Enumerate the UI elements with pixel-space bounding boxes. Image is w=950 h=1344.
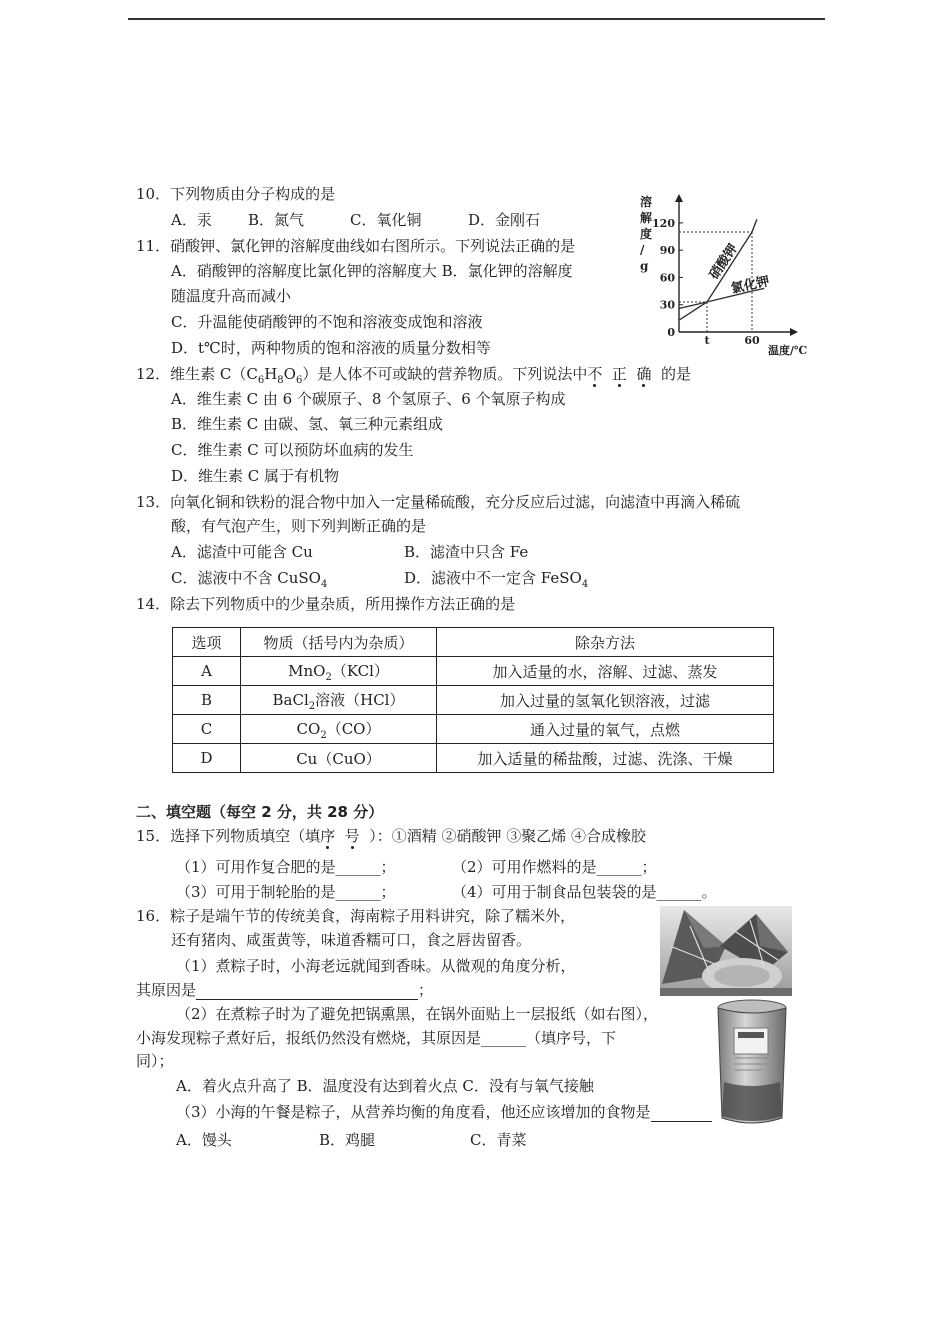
q13-option-a: A．滤渣中可能含 Cu bbox=[171, 543, 313, 561]
x-tick-label: t bbox=[704, 334, 710, 347]
emphasis-char: 序 bbox=[320, 827, 336, 845]
table-cell-option: A bbox=[173, 657, 241, 686]
q13-sub: 4 bbox=[581, 579, 589, 590]
q14-stem: 14．除去下列物质中的少量杂质，所用操作方法正确的是 bbox=[136, 595, 516, 613]
substance-text: MnO bbox=[288, 661, 326, 680]
substance-text: （KCl） bbox=[331, 661, 389, 680]
q12-stem-post: ）是人体不可或缺的营养物质。下列说法中 bbox=[302, 365, 588, 383]
emphasis-char: 确 bbox=[636, 365, 652, 383]
q16-line-1: 16．粽子是端午节的传统美食，海南粽子用料讲究，除了糯米外， bbox=[136, 907, 576, 925]
q10-option-a: A．汞 bbox=[171, 211, 212, 229]
q10-option-d: D．金刚石 bbox=[468, 211, 541, 229]
q11-option-a: A．硝酸钾的溶解度比氯化钾的溶解度大 B．氯化钾的溶解度 bbox=[171, 262, 573, 280]
substance-text: BaCl bbox=[272, 690, 309, 709]
q11-option-c: C．升温能使硝酸钾的不饱和溶液变成饱和溶液 bbox=[171, 313, 483, 331]
table-header: 选项 bbox=[173, 628, 241, 657]
q16-line-9-text: （3）小海的午餐是粽子，从营养均衡的角度看，他还应该增加的食物是 bbox=[176, 1103, 651, 1121]
q15-stem bbox=[136, 826, 646, 846]
table-row bbox=[173, 657, 774, 686]
substance-sub: 2 bbox=[308, 700, 316, 712]
q16-line-3: （1）煮粽子时，小海老远就闻到香味。从微观的角度分析， bbox=[176, 957, 576, 975]
section-heading: 二、填空题（每空 2 分，共 28 分） bbox=[136, 803, 384, 821]
q15-part-2: （2）可用作燃料的是______； bbox=[452, 858, 657, 876]
q12-option-a: A．维生素 C 由 6 个碳原子、8 个氢原子、6 个氧原子构成 bbox=[171, 390, 566, 408]
curve-label-kno3: 硝酸钾 bbox=[706, 241, 742, 283]
q11-stem: 11．硝酸钾、氯化钾的溶解度曲线如右图所示。下列说法正确的是 bbox=[136, 237, 576, 255]
table-cell-substance bbox=[241, 715, 437, 744]
ylabel-char: 解 bbox=[640, 211, 653, 225]
emphasis-char: 不 bbox=[587, 365, 603, 383]
q16-line-4-text: 其原因是 bbox=[136, 981, 197, 999]
emphasis-char: 号 bbox=[344, 827, 360, 845]
q10-option-c: C．氧化铜 bbox=[350, 211, 422, 229]
q16-line-9 bbox=[176, 1102, 742, 1122]
q11-option-b-cont: 随温度升高而减小 bbox=[171, 287, 292, 305]
q15-part-4: （4）可用于制食品包装袋的是______。 bbox=[452, 883, 717, 901]
table-cell-substance bbox=[241, 657, 437, 686]
q12-o: O bbox=[283, 365, 296, 383]
x-axis-arrow bbox=[790, 328, 798, 336]
y-tick-label: 120 bbox=[652, 216, 675, 230]
pot-with-newspaper-photo bbox=[712, 998, 792, 1128]
y-axis-arrow bbox=[675, 194, 683, 202]
table-cell-substance bbox=[241, 744, 437, 773]
q16-option-c: C．青菜 bbox=[470, 1131, 527, 1149]
table-cell-method: 通入过量的氧气，点燃 bbox=[437, 715, 774, 744]
q11-option-d: D．t℃时，两种物质的饱和溶液的质量分数相等 bbox=[171, 339, 491, 357]
q16-line-6: 小海发现粽子煮好后，报纸仍然没有燃烧，其原因是______（填序号，下 bbox=[136, 1029, 617, 1047]
q13-option-c-text: C．滤液中不含 CuSO bbox=[171, 569, 321, 587]
q13-option-c bbox=[171, 568, 327, 595]
table-cell-method: 加入适量的水，溶解、过滤、蒸发 bbox=[437, 657, 774, 686]
q13-stem-1: 13．向氧化铜和铁粉的混合物中加入一定量稀硫酸，充分反应后过滤，向滤渣中再滴入稀硫 bbox=[136, 493, 741, 511]
ylabel-char: g bbox=[640, 259, 649, 273]
q13-sub: 4 bbox=[320, 579, 328, 590]
q16-line-2: 还有猪肉、咸蛋黄等，味道香糯可口，食之唇齿留香。 bbox=[171, 931, 532, 949]
table-cell-method: 加入适量的稀盐酸，过滤、洗涤、干燥 bbox=[437, 744, 774, 773]
table-header: 物质（括号内为杂质） bbox=[241, 628, 437, 657]
q15-stem-post: ）：①酒精 ②硝酸钾 ③聚乙烯 ④合成橡胶 bbox=[369, 827, 647, 845]
y-tick-label: 0 bbox=[667, 326, 675, 339]
q12-stem-pre: 12．维生素 C（C bbox=[136, 365, 258, 383]
table-row bbox=[173, 686, 774, 715]
q16-line-4-end: ； bbox=[418, 981, 434, 999]
table-cell-substance bbox=[241, 686, 437, 715]
q16-option-a: A．馒头 bbox=[176, 1131, 232, 1149]
table-row bbox=[173, 744, 774, 773]
table-cell-method: 加入过量的氢氧化钡溶液，过滤 bbox=[437, 686, 774, 715]
chart-ylabel bbox=[640, 194, 652, 273]
q10-option-b: B．氮气 bbox=[248, 211, 305, 229]
q12-h: H bbox=[264, 365, 278, 383]
q12-option-c: C．维生素 C 可以预防坏血病的发生 bbox=[171, 441, 414, 459]
table-cell-option: C bbox=[173, 715, 241, 744]
q16-line-5: （2）在煮粽子时为了避免把锅熏黑，在锅外面贴上一层报纸（如右图）， bbox=[176, 1005, 659, 1023]
substance-sub: 2 bbox=[320, 729, 327, 741]
q14-table bbox=[172, 627, 774, 773]
curve-label-kcl: 氯化钾 bbox=[729, 274, 771, 297]
q12-sub: 8 bbox=[277, 375, 284, 386]
q12-option-b: B．维生素 C 由碳、氢、氧三种元素组成 bbox=[171, 415, 444, 433]
q16-option-b: B．鸡腿 bbox=[319, 1131, 376, 1149]
chart-xlabel: 温度/℃ bbox=[768, 344, 808, 357]
q15-stem-pre: 15．选择下列物质填空（填 bbox=[136, 827, 321, 845]
q12-stem-end: 的是 bbox=[661, 365, 692, 383]
y-tick-label: 30 bbox=[659, 298, 675, 312]
q15-part-1: （1）可用作复合肥的是______； bbox=[176, 858, 396, 876]
q12-stem bbox=[136, 364, 691, 391]
header-rule bbox=[128, 18, 825, 20]
q12-sub: 6 bbox=[257, 375, 265, 386]
substance-text: 溶液（HCl） bbox=[315, 690, 405, 709]
table-header: 除杂方法 bbox=[437, 628, 774, 657]
x-tick-label: 60 bbox=[744, 334, 760, 347]
zongzi-photo bbox=[660, 906, 792, 996]
ylabel-char: 溶 bbox=[640, 195, 653, 209]
answer-blank[interactable] bbox=[196, 984, 418, 1000]
q13-option-b: B．滤渣中只含 Fe bbox=[404, 543, 529, 561]
substance-text: CO bbox=[296, 719, 321, 738]
q16-line-7: 同）； bbox=[136, 1052, 174, 1070]
q12-option-d: D．维生素 C 属于有机物 bbox=[171, 467, 340, 485]
q16-line-4 bbox=[136, 980, 433, 1000]
q13-stem-2: 酸，有气泡产生，则下列判断正确的是 bbox=[171, 517, 427, 535]
q15-part-3: （3）可用于制轮胎的是______； bbox=[176, 883, 396, 901]
substance-text: （CO） bbox=[326, 719, 381, 738]
y-tick-label: 90 bbox=[659, 244, 675, 258]
ylabel-char: / bbox=[640, 243, 645, 257]
q16-line-8: A．着火点升高了 B．温度没有达到着火点 C．没有与氧气接触 bbox=[176, 1077, 594, 1095]
substance-sub: 2 bbox=[325, 671, 332, 683]
table-row bbox=[173, 715, 774, 744]
table-header-row bbox=[173, 628, 774, 657]
emphasis-char: 正 bbox=[611, 365, 627, 383]
q13-option-d-text: D．滤液中不一定含 FeSO bbox=[404, 569, 582, 587]
ylabel-char: 度 bbox=[640, 227, 653, 241]
table-cell-option: B bbox=[173, 686, 241, 715]
q10-stem: 10．下列物质由分子构成的是 bbox=[136, 185, 336, 203]
y-tick-label: 60 bbox=[659, 271, 675, 285]
q13-option-d bbox=[404, 568, 588, 595]
q12-sub: 6 bbox=[295, 375, 303, 386]
table-cell-option: D bbox=[173, 744, 241, 773]
substance-text: Cu（CuO） bbox=[296, 749, 381, 768]
solubility-chart bbox=[634, 192, 814, 362]
